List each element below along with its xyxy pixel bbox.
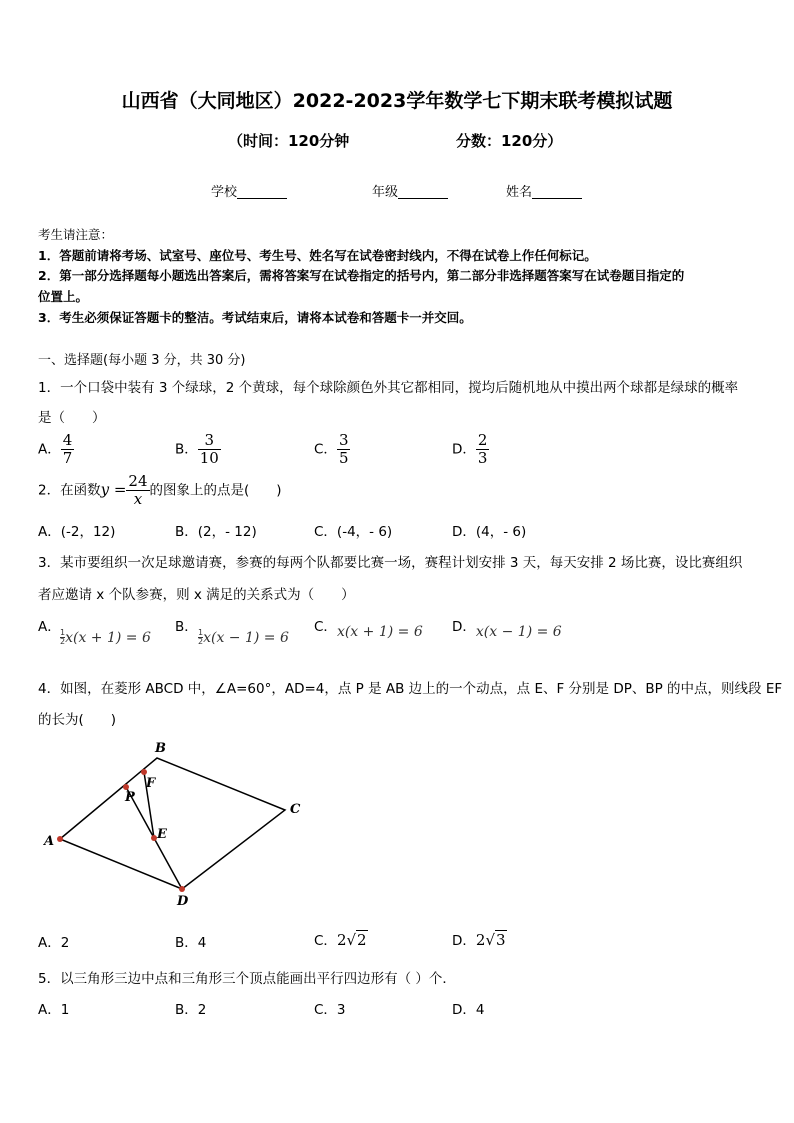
q3-option-c[interactable]: C．x(x + 1) = 6 bbox=[314, 619, 423, 640]
q1-option-c[interactable]: C． $\frac{3}{5}$ bbox=[314, 431, 349, 467]
label-a: A bbox=[44, 834, 55, 849]
q3-option-b-label[interactable]: B． bbox=[175, 619, 198, 635]
q5-option-a[interactable]: A．1 bbox=[38, 1002, 70, 1018]
q1-line2: 是（ ） bbox=[38, 410, 106, 426]
q4-option-a[interactable]: A．2 bbox=[38, 935, 70, 951]
q3-option-b-expr[interactable]: $\frac{1}{2}$ x(x − 1) = 6 bbox=[198, 628, 289, 646]
grade-label: 年级 bbox=[372, 185, 399, 200]
notice-item-1: 1．答题前请将考场、试室号、座位号、考生号、姓名写在试卷密封线内，不得在试卷上作任何标记。 bbox=[38, 248, 597, 263]
q5-option-d[interactable]: D．4 bbox=[452, 1002, 485, 1018]
q4-option-c[interactable]: C．2√2 bbox=[314, 931, 367, 949]
rhombus-outline bbox=[60, 758, 285, 889]
q4-option-b[interactable]: B．4 bbox=[175, 935, 207, 951]
notice-item-2-cont: 位置上。 bbox=[38, 289, 89, 304]
name-label: 姓名 bbox=[506, 185, 533, 200]
notice-item-3: 3．考生必须保证答题卡的整洁。考试结束后，请将本试卷和答题卡一并交回。 bbox=[38, 310, 472, 325]
q3-option-d[interactable]: D．x(x − 1) = 6 bbox=[452, 619, 562, 640]
q4-line1: 4．如图，在菱形 ABCD 中，∠A=60°，AD=4，点 P 是 AB 边上的一个动点，点 E、F 分别是 DP、BP 的中点，则线段 EF bbox=[38, 681, 783, 697]
school-label: 学校 bbox=[211, 185, 238, 200]
q1-c-fraction: $\frac{3}{5}$ bbox=[338, 431, 349, 467]
exam-score: 分数：120分） bbox=[456, 132, 563, 150]
q1-option-b[interactable]: B． $\frac{3}{10}$ bbox=[175, 431, 219, 467]
label-e: E bbox=[157, 827, 167, 842]
label-b: B bbox=[155, 741, 166, 756]
q5-option-b[interactable]: B．2 bbox=[175, 1002, 207, 1018]
q4-line2: 的长为( ) bbox=[38, 712, 117, 728]
point-d bbox=[179, 886, 185, 892]
point-f bbox=[141, 769, 147, 775]
section-heading: 一、选择题(每小题 3 分，共 30 分) bbox=[38, 353, 246, 368]
q2-stem: 2．在函数y = $\frac{24}{x}$ 的图象上的点是( ) bbox=[38, 472, 282, 508]
q2-option-b[interactable]: B．(2，- 12) bbox=[175, 524, 257, 540]
notice-item-2: 2．第一部分选择题每小题选出答案后，需将答案写在试卷指定的括号内，第二部分非选择题答案写在试卷题目指定的 bbox=[38, 268, 685, 283]
label-f: F bbox=[146, 776, 156, 791]
q3-option-a-label[interactable]: A． bbox=[38, 619, 61, 635]
q3-option-a-expr[interactable]: $\frac{1}{2}$ x(x + 1) = 6 bbox=[60, 628, 151, 646]
exam-title: 山西省（大同地区）2022-2023学年数学七下期末联考模拟试题 bbox=[121, 90, 673, 112]
q4-option-d[interactable]: D．2√3 bbox=[452, 931, 506, 949]
q1-b-fraction: $\frac{3}{10}$ bbox=[199, 431, 219, 467]
label-p: P bbox=[125, 790, 135, 805]
q1-a-fraction: $\frac{4}{7}$ bbox=[62, 431, 73, 467]
q2-option-d[interactable]: D．(4，- 6) bbox=[452, 524, 527, 540]
notice-heading: 考生请注意： bbox=[38, 227, 114, 242]
q3-line2: 者应邀请 x 个队参赛，则 x 满足的关系式为（ ） bbox=[38, 587, 355, 603]
label-d: D bbox=[177, 894, 189, 909]
q1-option-a[interactable]: A． $\frac{4}{7}$ bbox=[38, 431, 73, 467]
q5-stem: 5．以三角形三边中点和三角形三个顶点能画出平行四边形有（ ）个． bbox=[38, 971, 456, 987]
q1-option-d[interactable]: D． $\frac{2}{3}$ bbox=[452, 431, 488, 467]
point-a bbox=[57, 836, 63, 842]
q1-d-fraction: $\frac{2}{3}$ bbox=[477, 431, 488, 467]
q2-option-c[interactable]: C．(-4，- 6) bbox=[314, 524, 393, 540]
label-c: C bbox=[290, 802, 301, 817]
q2-option-a[interactable]: A．(-2，12) bbox=[38, 524, 116, 540]
q1-line1: 1．一个口袋中装有 3 个绿球，2 个黄球，每个球除颜色外其它都相同，搅均后随机地从中摸出两个球都是绿球的概率 bbox=[38, 380, 739, 396]
q5-option-c[interactable]: C．3 bbox=[314, 1002, 346, 1018]
q2-fraction: $\frac{24}{x}$ bbox=[128, 472, 148, 508]
exam-time: （时间：120分钟 bbox=[228, 132, 350, 150]
q3-line1: 3．某市要组织一次足球邀请赛，参赛的每两个队都要比赛一场，赛程计划安排 3 天，每天安排 2 场比赛，设比赛组织 bbox=[38, 555, 743, 571]
